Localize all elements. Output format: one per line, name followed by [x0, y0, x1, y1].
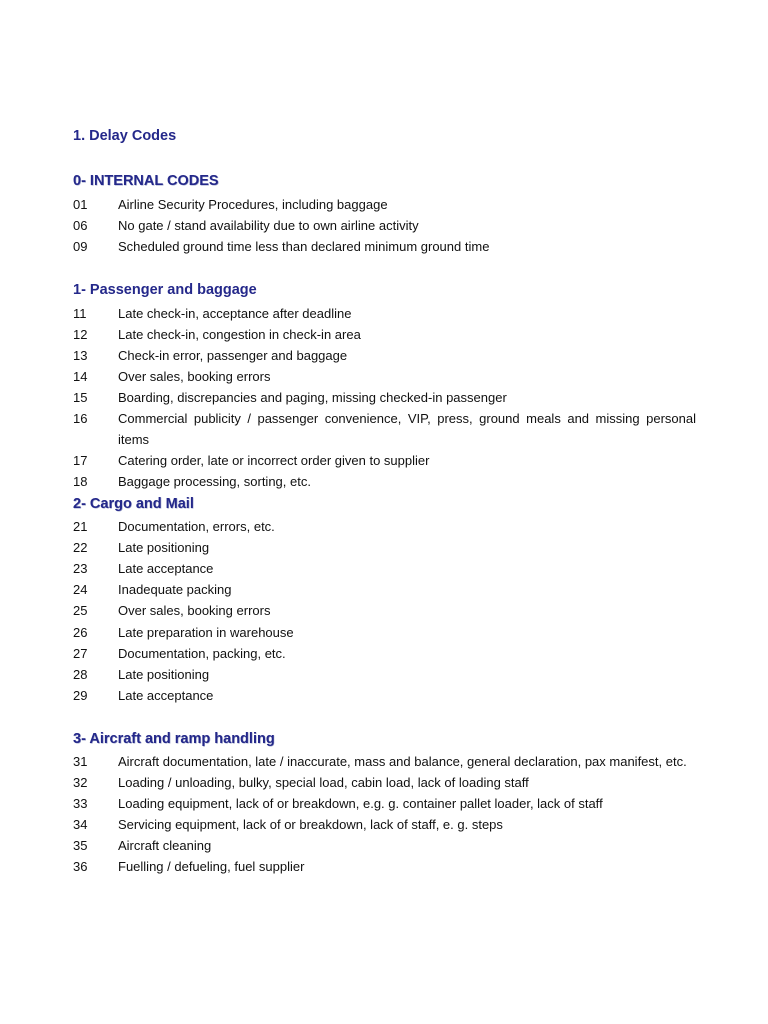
delay-code: 12 — [73, 327, 88, 342]
delay-description: Documentation, packing, etc. — [118, 646, 286, 661]
delay-description: Late check-in, congestion in check-in area — [118, 327, 361, 342]
section-heading: 2- Cargo and Mail — [73, 496, 194, 512]
delay-code: 01 — [73, 197, 88, 212]
page-title: 1. Delay Codes — [73, 128, 177, 144]
delay-description: Commercial publicity / passenger convenience, VIP, press, ground meals and missing personal — [118, 411, 696, 426]
delay-code: 25 — [73, 603, 88, 618]
delay-code: 17 — [73, 453, 88, 468]
delay-description: Aircraft documentation, late / inaccurate, mass and balance, general declaration, pax manifest, etc. — [118, 754, 687, 769]
delay-description: Scheduled ground time less than declared minimum ground time — [118, 239, 490, 254]
section-heading: 1- Passenger and baggage — [73, 282, 257, 298]
delay-description: Fuelling / defueling, fuel supplier — [118, 859, 305, 874]
delay-code: 34 — [73, 817, 88, 832]
delay-description-continuation: items — [118, 432, 150, 447]
delay-code: 11 — [73, 306, 87, 321]
delay-description: Inadequate packing — [118, 582, 232, 597]
delay-description: Airline Security Procedures, including baggage — [118, 197, 388, 212]
delay-code: 24 — [73, 582, 88, 597]
delay-description: Baggage processing, sorting, etc. — [118, 474, 311, 489]
delay-code: 32 — [73, 775, 88, 790]
delay-description: Documentation, errors, etc. — [118, 519, 275, 534]
delay-code: 26 — [73, 625, 88, 640]
section-heading: 3- Aircraft and ramp handling — [73, 731, 275, 747]
delay-description: Late positioning — [118, 667, 210, 682]
delay-code: 29 — [73, 688, 88, 703]
delay-code: 31 — [73, 754, 88, 769]
delay-code: 13 — [73, 348, 88, 363]
delay-description: Over sales, booking errors — [118, 603, 271, 618]
section-heading: 0- INTERNAL CODES — [73, 173, 219, 189]
delay-code: 28 — [73, 667, 88, 682]
delay-description: Loading equipment, lack of or breakdown, e.g. g. container pallet loader, lack of staff — [118, 796, 603, 811]
delay-code: 15 — [73, 390, 88, 405]
delay-code: 33 — [73, 796, 88, 811]
delay-code: 35 — [73, 838, 88, 853]
delay-description: Aircraft cleaning — [118, 838, 212, 853]
delay-code: 06 — [73, 218, 88, 233]
delay-description: Late positioning — [118, 540, 210, 555]
delay-code: 18 — [73, 474, 88, 489]
delay-code: 36 — [73, 859, 88, 874]
delay-description: Servicing equipment, lack of or breakdown, lack of staff, e. g. steps — [118, 817, 503, 832]
delay-description: Late check-in, acceptance after deadline — [118, 306, 352, 321]
delay-description: Late acceptance — [118, 688, 214, 703]
delay-code: 14 — [73, 369, 88, 384]
delay-description: Catering order, late or incorrect order given to supplier — [118, 453, 430, 468]
delay-description: Late preparation in warehouse — [118, 625, 294, 640]
delay-description: Late acceptance — [118, 561, 214, 576]
delay-code: 21 — [73, 519, 88, 534]
delay-description: No gate / stand availability due to own airline activity — [118, 218, 419, 233]
delay-description: Check-in error, passenger and baggage — [118, 348, 348, 363]
delay-code: 23 — [73, 561, 88, 576]
delay-description: Boarding, discrepancies and paging, missing checked-in passenger — [118, 390, 507, 405]
delay-code: 09 — [73, 239, 88, 254]
delay-code: 27 — [73, 646, 88, 661]
delay-description: Loading / unloading, bulky, special load, cabin load, lack of loading staff — [118, 775, 529, 790]
delay-code: 16 — [73, 411, 88, 426]
delay-description: Over sales, booking errors — [118, 369, 271, 384]
delay-code: 22 — [73, 540, 88, 555]
